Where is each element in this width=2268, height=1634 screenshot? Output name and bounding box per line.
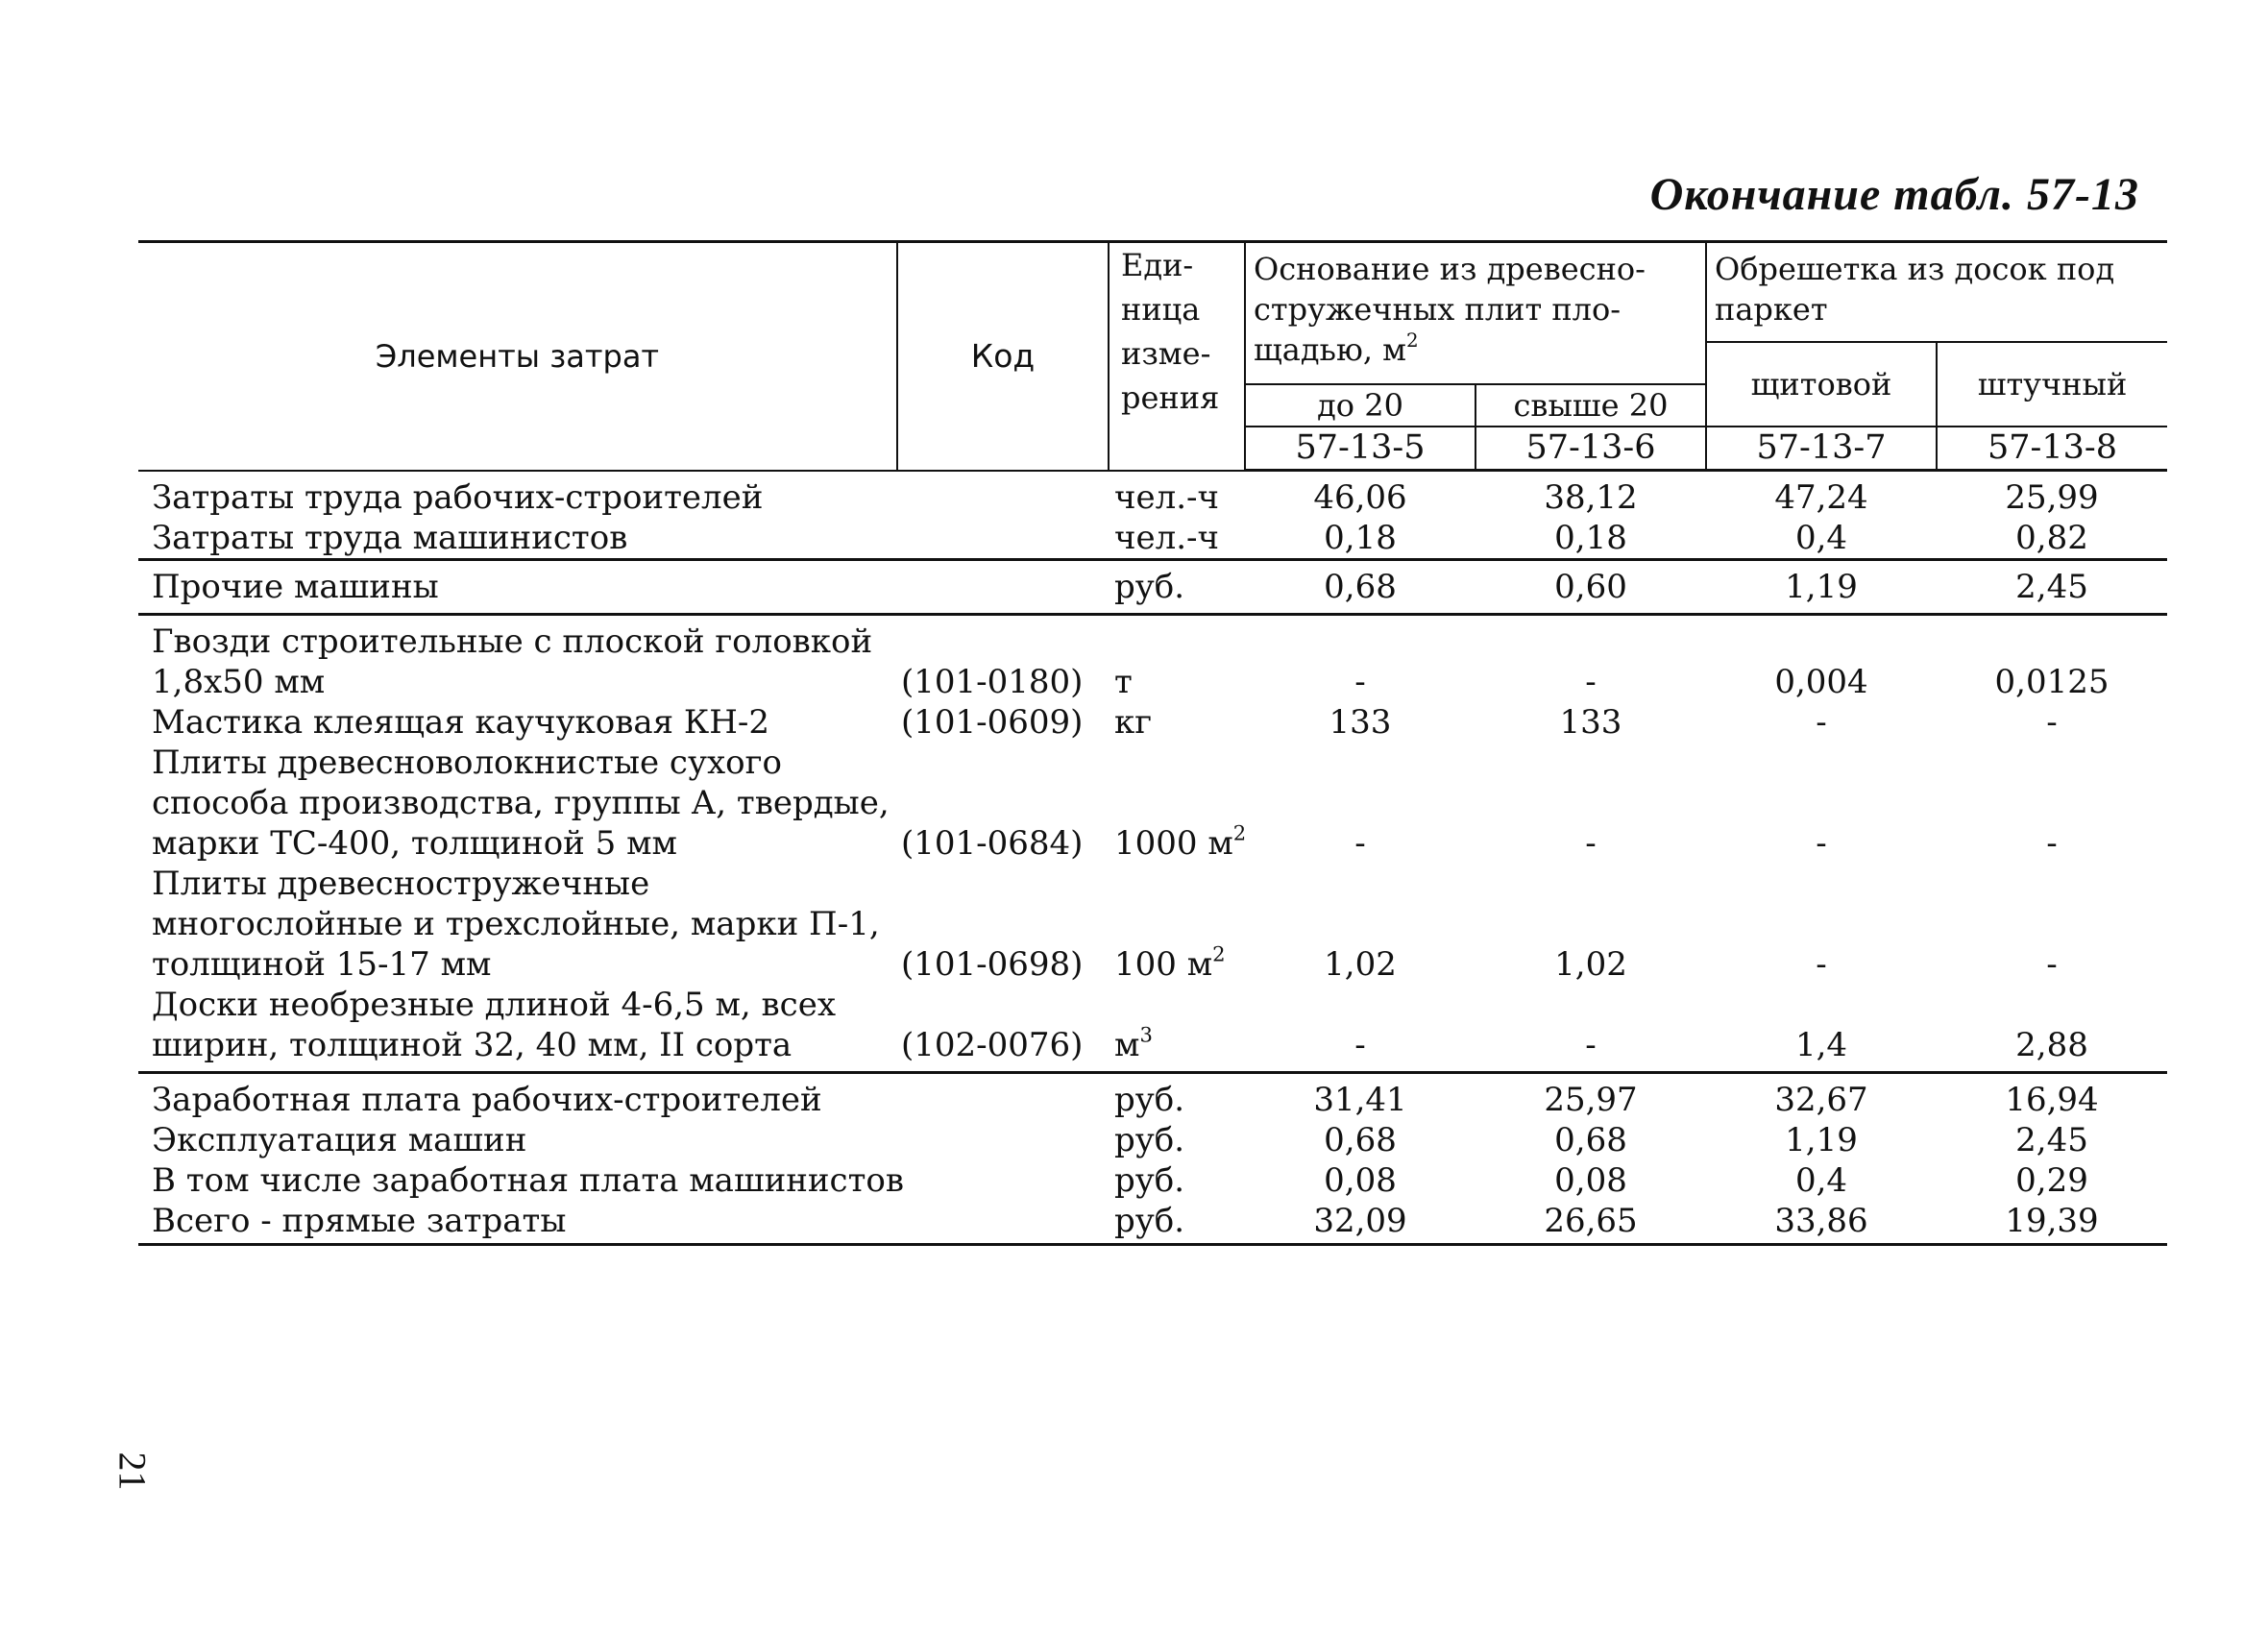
- row-unit-sup: 2: [1212, 941, 1226, 966]
- table-row: [138, 471, 2167, 519]
- row-name: Затраты труда рабочих-строителей: [152, 478, 764, 517]
- row-name: Эксплуатация машин: [152, 1121, 527, 1159]
- row-code: [897, 1073, 1109, 1121]
- row-value: 46,06: [1313, 478, 1407, 517]
- row-unit-text: кг: [1114, 703, 1153, 742]
- row-value: -: [1585, 824, 1597, 863]
- row-unit: [1109, 1120, 1245, 1160]
- row-unit-text: 1000 м: [1114, 824, 1233, 863]
- row-unit: [1109, 743, 1245, 864]
- row-unit-text: чел.-ч: [1114, 478, 1219, 517]
- row-code: [897, 1201, 1109, 1245]
- row-name: Всего - прямые затраты: [138, 1201, 897, 1245]
- row-value: -: [1475, 615, 1706, 703]
- row-name: Затраты труда машинистов: [152, 519, 628, 557]
- row-unit: [1109, 471, 1245, 519]
- header-code-57-13-7: 57-13-7: [1706, 427, 1937, 471]
- row-code: [897, 1120, 1109, 1160]
- header-unit-line-1: Еди-: [1121, 247, 1194, 283]
- row-unit: [1109, 1160, 1245, 1201]
- row-value: 19,39: [1937, 1201, 2167, 1245]
- row-value: 0,60: [1475, 560, 1706, 615]
- row-code: [897, 518, 1109, 560]
- row-value: -: [1354, 1026, 1366, 1064]
- row-unit-text: т: [1114, 663, 1133, 701]
- row-value: 25,97: [1475, 1073, 1706, 1121]
- header-code-57-13-6: 57-13-6: [1475, 427, 1706, 471]
- row-value: 32,09: [1245, 1201, 1475, 1245]
- row-name: Заработная плата рабочих-строителей: [138, 1073, 897, 1121]
- row-value: 133: [1559, 703, 1622, 742]
- table-caption: Окончание табл. 57-13: [1649, 169, 2139, 220]
- row-unit-text: руб.: [1114, 1161, 1185, 1200]
- row-value: 0,18: [1554, 519, 1627, 557]
- row-value: -: [2046, 945, 2058, 984]
- row-value: 2,45: [2015, 1121, 2088, 1159]
- table-row: [138, 1073, 2167, 1121]
- row-code: (101-0698): [901, 945, 1084, 984]
- row-value: 38,12: [1544, 478, 1638, 517]
- row-value: 133: [1329, 703, 1392, 742]
- row-name: Мастика клеящая каучуковая КН-2: [152, 703, 769, 742]
- table-row: [138, 1160, 2167, 1201]
- row-value: -: [1816, 945, 1827, 984]
- table-row: [138, 743, 2167, 864]
- row-value: 2,45: [1937, 560, 2167, 615]
- row-name: Плиты древесностружечные многослойные и трехслойные, марки П-1, толщиной 15-17 мм: [152, 865, 880, 984]
- row-value: 25,99: [2005, 478, 2099, 517]
- header-group1-line-2: стружечных плит пло-: [1254, 291, 1622, 328]
- row-value: -: [1245, 615, 1475, 703]
- page-number: 21: [110, 1451, 155, 1491]
- row-value: 47,24: [1774, 478, 1868, 517]
- table-row: [138, 518, 2167, 560]
- row-unit-text: чел.-ч: [1114, 519, 1219, 557]
- row-code: (101-0684): [901, 824, 1084, 863]
- header-group-parquet-lathing: [1706, 242, 2167, 342]
- row-unit-sup: 2: [1232, 820, 1247, 845]
- row-name: Плиты древесноволокнистые сухого способа производства, группы А, твердые, марки ТС-400, толщиной 5 мм: [152, 744, 890, 863]
- header-sub-over-20: свыше 20: [1475, 384, 1706, 427]
- header-group-chipboard-base: [1245, 242, 1706, 384]
- row-value: 1,02: [1324, 945, 1397, 984]
- row-value: -: [1354, 824, 1366, 863]
- row-unit-text: руб.: [1114, 1121, 1185, 1159]
- header-group1-sup: 2: [1406, 329, 1419, 353]
- table-row: [138, 864, 2167, 985]
- row-value: -: [1816, 703, 1827, 742]
- row-value: 32,67: [1706, 1073, 1937, 1121]
- header-code-57-13-8: 57-13-8: [1937, 427, 2167, 471]
- row-value: -: [2046, 824, 2058, 863]
- row-unit: [1109, 518, 1245, 560]
- row-value: 0,0125: [1937, 615, 2167, 703]
- row-unit: [1109, 560, 1245, 615]
- row-value: 1,19: [1785, 1121, 1858, 1159]
- table-row: [138, 985, 2167, 1073]
- row-unit-text: руб.: [1114, 1081, 1185, 1119]
- row-unit: [1109, 1073, 1245, 1121]
- row-unit: [1109, 985, 1245, 1073]
- row-unit: [1109, 1201, 1245, 1245]
- row-unit: [1109, 615, 1245, 703]
- row-value: 0,82: [2015, 519, 2088, 557]
- header-group1-line-3: щадью, м: [1254, 331, 1407, 368]
- row-unit: [1109, 864, 1245, 985]
- row-unit-text: 100 м: [1114, 945, 1213, 984]
- row-unit-text: м: [1114, 1026, 1140, 1064]
- row-value: -: [1585, 1026, 1597, 1064]
- header-unit-line-4: рения: [1121, 379, 1220, 416]
- row-value: -: [1816, 824, 1827, 863]
- row-value: 0,29: [2015, 1161, 2088, 1200]
- row-code: (101-0180): [897, 615, 1109, 703]
- row-value: 33,86: [1706, 1201, 1937, 1245]
- row-value: 0,08: [1324, 1161, 1397, 1200]
- row-value: 16,94: [1937, 1073, 2167, 1121]
- row-value: 0,68: [1554, 1121, 1627, 1159]
- table-row: [138, 702, 2167, 743]
- row-value: 1,02: [1554, 945, 1627, 984]
- row-value: -: [2046, 703, 2058, 742]
- header-group1-line-1: Основание из древесно-: [1254, 251, 1646, 287]
- header-sub-panel: щитовой: [1706, 342, 1937, 427]
- row-value: 0,08: [1554, 1161, 1627, 1200]
- row-value: 0,4: [1794, 1161, 1848, 1200]
- table-row: [138, 615, 2167, 703]
- header-cost-elements: Элементы затрат: [138, 242, 897, 471]
- header-unit: [1109, 242, 1245, 471]
- row-value: 1,4: [1794, 1026, 1848, 1064]
- row-value: 0,4: [1794, 519, 1848, 557]
- header-unit-line-3: изме-: [1121, 335, 1211, 372]
- header-group2-line-2: паркет: [1715, 291, 1828, 328]
- header-code-57-13-5: 57-13-5: [1245, 427, 1475, 471]
- header-unit-line-2: ница: [1121, 291, 1201, 328]
- row-value: 0,68: [1245, 560, 1475, 615]
- row-value: 2,88: [2015, 1026, 2088, 1064]
- row-name: Прочие машины: [138, 560, 897, 615]
- row-value: 0,18: [1324, 519, 1397, 557]
- table-row: [138, 1201, 2167, 1245]
- row-code: [897, 560, 1109, 615]
- cost-norm-table: [138, 240, 2167, 1246]
- row-value: 0,68: [1324, 1121, 1397, 1159]
- row-code: (101-0609): [901, 703, 1084, 742]
- row-unit: [1109, 702, 1245, 743]
- row-value: 26,65: [1475, 1201, 1706, 1245]
- row-name: В том числе заработная плата машинистов: [152, 1161, 905, 1200]
- row-code: (102-0076): [901, 1026, 1084, 1064]
- row-name: Доски необрезные длиной 4-6,5 м, всех ширин, толщиной 32, 40 мм, II сорта: [152, 986, 837, 1064]
- header-sub-upto-20: до 20: [1245, 384, 1475, 427]
- row-code: [897, 471, 1109, 519]
- row-name: Гвозди строительные с плоской головкой 1,8x50 мм: [138, 615, 897, 703]
- table-row: [138, 560, 2167, 615]
- row-value: 1,19: [1706, 560, 1937, 615]
- header-group2-line-1: Обрешетка из досок под: [1715, 251, 2115, 287]
- row-unit-text: руб.: [1114, 1202, 1185, 1240]
- row-unit-sup: 3: [1139, 1022, 1153, 1047]
- header-sub-piece: штучный: [1937, 342, 2167, 427]
- row-value: 0,004: [1706, 615, 1937, 703]
- header-code: Код: [897, 242, 1109, 471]
- table-row: [138, 1120, 2167, 1160]
- row-unit-text: руб.: [1114, 568, 1185, 606]
- row-value: 31,41: [1245, 1073, 1475, 1121]
